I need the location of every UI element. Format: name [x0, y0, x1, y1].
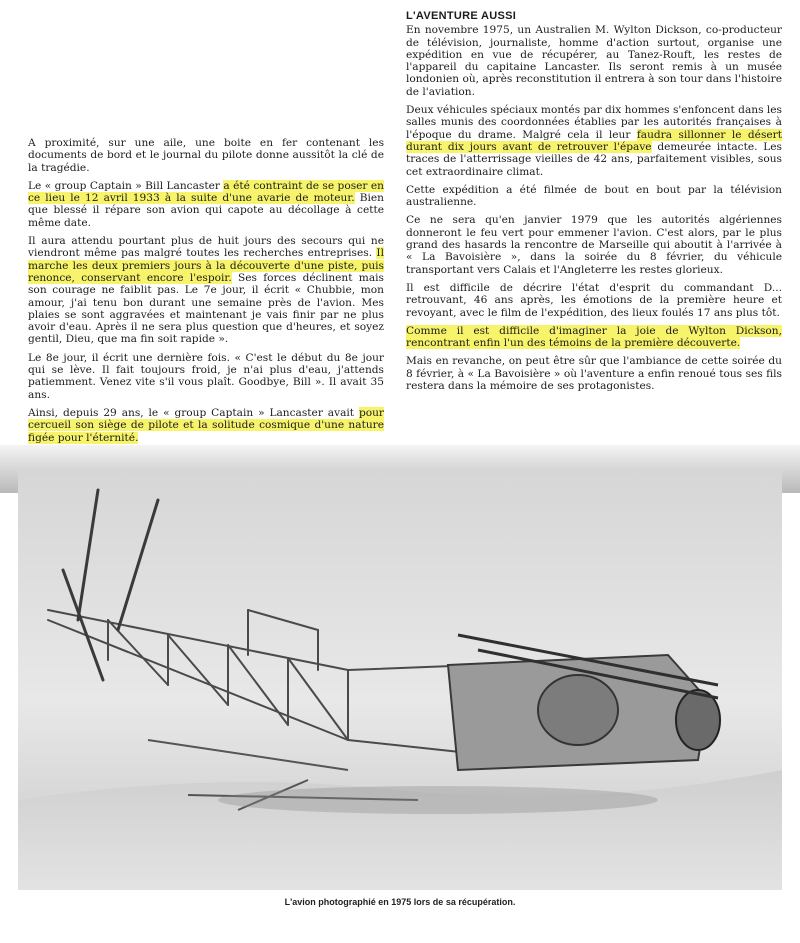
article-paragraph — [406, 184, 782, 209]
text-segment: A proximité, sur une aile, une boite en fer contenant les documents de bord et le journal du pilote donne aussitôt la clé de la tragédie. — [28, 137, 384, 174]
highlighted-text: pour cercueil son siège de pilote et la solitude cosmique d'une nature figée pour l'éternité. — [28, 406, 384, 444]
shadow — [218, 786, 658, 814]
right-paragraphs — [406, 24, 782, 392]
highlighted-text: faudra sillonner le désert durant dix jours avant de retrouver l'épave — [406, 128, 782, 153]
article-paragraph — [28, 352, 384, 401]
right-article-column — [406, 10, 782, 398]
article-paragraph — [28, 407, 384, 444]
highlighted-text: Il marche les deux premiers jours à la découverte d'une piste, puis renonce, conservant encore l'espoir. — [28, 247, 384, 284]
article-paragraph — [406, 24, 782, 98]
text-segment: Ses forces déclinent mais son courage ne faiblit pas. Le 7e jour, il écrit « Chubbie, mon amour, j'ai tenu bon durant une semaine près de l'avion. Mes plaies se sont aggravées et maintenant je vais finir par ne plus avoir d'eau. Après il ne sera plus question que d'heures, et soyez gentil, Dieu, que ma fin soit rapide ». — [28, 271, 384, 346]
text-segment: Bien que blessé il répare son avion qui capote au décollage à cette même date. — [28, 192, 384, 229]
article-paragraph — [406, 355, 782, 392]
text-segment: Il aura attendu pourtant plus de huit jours des secours qui ne viendront même pas malgré toutes les recherches entreprises. — [28, 235, 384, 260]
article-paragraph — [406, 325, 782, 350]
text-segment: Ainsi, depuis 29 ans, le « group Captain » Lancaster avait — [28, 406, 359, 419]
article-paragraph — [406, 214, 782, 275]
text-segment: Cette expédition a été filmée de bout en bout par la télévision australienne. — [406, 183, 782, 209]
text-segment: En novembre 1975, un Australien M. Wylton Dickson, co-producteur de télévision, journaliste, homme d'action surtout, organise une expédition en vue de récupérer, au Tanez-Rouft, les restes de l'appareil du capitaine Lancaster. Ils seront remis à un musée londonien où, après reconstitution il entrera à son tour dans l'histoire de l'aviation. — [406, 24, 782, 98]
wreck-photo — [18, 470, 782, 890]
left-article-column — [28, 137, 384, 450]
text-segment: Deux véhicules spéciaux montés par dix hommes s'enfoncent dans les salles munis des coordonnées établies par les autorités françaises à l'époque du drame. Malgré cela il leur — [406, 104, 782, 141]
text-segment: Le 8e jour, il écrit une dernière fois. « C'est le début du 8e jour qui se lève. Il fait toujours froid, je n'ai plus d'eau, j'attends patiemment. Venez vite s'il vous plaît. Goodbye, Bill ». Il avait 35 ans. — [28, 351, 384, 401]
article-paragraph — [28, 180, 384, 229]
article-paragraph — [406, 104, 782, 178]
text-segment: Le « group Captain » Bill Lancaster — [28, 179, 224, 192]
article-paragraph — [406, 282, 782, 319]
section-heading: L'AVENTURE AUSSI — [406, 10, 517, 22]
text-segment: demeurée intacte. Les traces de l'atterrissage vieilles de 42 ans, parfaitement visibles, sous cet extraordinaire climat. — [406, 140, 782, 178]
highlighted-text: Comme il est difficile d'imaginer la joie de Wylton Dickson, rencontrant enfin l'un des témoins de la première découverte. — [406, 324, 782, 350]
article-paragraph — [28, 235, 384, 346]
highlighted-text: a été contraint de se poser en ce lieu le 12 avril 1933 à la suite d'une avarie de moteur. — [28, 179, 384, 205]
photo-caption: L'avion photographié en 1975 lors de sa récupération. — [284, 897, 516, 907]
text-segment: Mais en revanche, on peut être sûr que l'ambiance de cette soirée du 8 février, à « La Bavoisière » où l'aventure a enfin renoué tous ses fils restera dans la mémoire de ses protagonistes. — [406, 355, 782, 393]
text-segment: Ce ne sera qu'en janvier 1979 que les autorités algériennes donneront le feu vert pour emmener l'avion. C'est alors, par le plus grand des hasards la rencontre de Marseille qui aboutit à l'arrivée à « La Bavoisière », dans la soirée du 8 février, du véhicule transportant vers Calais et l'Angleterre les restes glorieux. — [406, 214, 782, 276]
text-segment: Il est difficile de décrire l'état d'esprit du commandant D... retrouvant, 46 ans après, les émotions de la première heure et revoyant, avec le film de l'expédition, des lieux foulés 17 ans plus tôt. — [406, 281, 782, 319]
article-paragraph — [28, 137, 384, 174]
